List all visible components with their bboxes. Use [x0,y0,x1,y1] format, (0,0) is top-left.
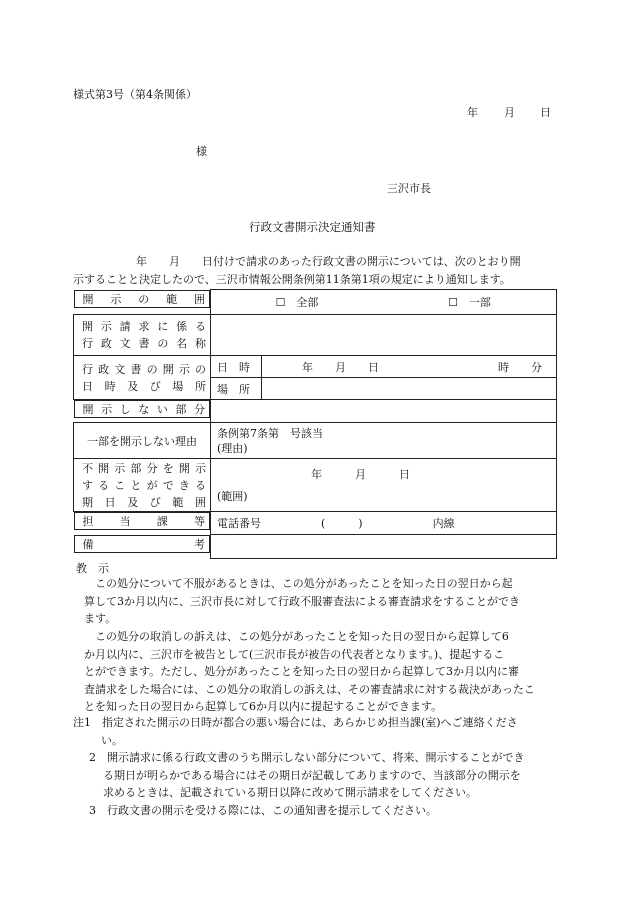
datetime-value[interactable] [262,356,557,378]
request-label-1: 開 示 請 求 に 係 る [82,320,206,333]
reason-value-1: 条例第7条第 号該当 [217,426,323,440]
contact-ext: 内線 [432,517,455,530]
scope-all-option[interactable]: ☐ 全部 [275,296,319,309]
row-undisclosed [74,400,557,423]
notes [73,714,563,819]
note-3-line-1: 3 行政文書の開示を受ける際には、この通知書を提示してください。 [89,803,437,817]
instruction-paragraph-2: この処分の取消しの訴えは、この処分があったことを知った日の翌日から起算して6 か月以内に、三沢市を被告として(三沢市長が被告の代表者となります。)、提起するこ とができます。ただし、処分があったことを知った日の翌日から起算して3か月以内に審 査請求をした場合には、この処分の取消しの訴えは、その審査請求に対する裁決があったこ とを知った日の翌日から起算して6か月以内に提起することができます。 [84,630,535,713]
remarks-label: 備 考 [74,535,211,553]
date-month: 月 [504,106,515,119]
future-label [74,459,211,512]
contact-value[interactable] [211,512,557,535]
row-contact [74,512,557,535]
row-reason [74,423,557,459]
instruction-heading: 教 示 [76,562,109,575]
datetime-time: 時 分 [498,360,542,374]
reason-value[interactable] [211,423,557,459]
note-2-line-2: る期日が明らかである場合にはその期日が記載してありますので、当該部分の開示を [103,768,521,782]
note-1-line-1: 注1 指定された開示の日時が都合の悪い場合には、あらかじめ担当課(室)へご連絡くださ [73,716,518,729]
datetime-label-1: 行 政 文 書 の 開 示 の [82,362,206,376]
intro-line-2: 示することと決定したので、三沢市情報公開条例第11条第1項の規定により通知します。 [73,273,511,286]
place-sub-label: 場 所 [211,378,262,400]
intro-line-1: 年 月 日付けで請求のあった行政文書の開示については、次のとおり開 [136,255,521,268]
scope-options [211,290,557,315]
reason-value-2: (理由) [217,441,248,455]
request-label [74,315,211,356]
remarks-value[interactable] [211,535,557,559]
place-value[interactable] [262,378,557,400]
note-2-line-3: 求めるときは、記載されている期日以降に改めて開示請求をしてください。 [103,786,477,799]
contact-paren: ( ) [321,517,363,530]
document-title: 行政文書開示決定通知書 [249,220,376,234]
datetime-label-2: 日 時 及 び 場 所 [82,379,206,393]
future-date: 年 月 日 [311,467,410,481]
future-label-1: 不 開 示 部 分 を 開 示 [82,461,206,475]
row-remarks [74,535,557,559]
issuer-name: 三沢市長 [387,182,431,195]
contact-tel: 電話番号 [217,517,261,530]
datetime-date: 年 月 日 [302,360,379,374]
row-scope [74,290,557,315]
datetime-label [74,356,211,400]
datetime-sub-label: 日 時 [211,356,262,378]
future-scope: (範囲) [217,489,248,503]
undisclosed-value[interactable] [211,400,557,423]
note-1-line-2: い。 [101,733,123,747]
future-value[interactable] [211,459,557,512]
row-future [74,459,557,512]
row-datetime [74,356,557,378]
scope-label: 開 示 の 範 囲 [74,290,211,308]
request-label-2: 行 政 文 書 の 名 称 [82,337,206,350]
instruction-paragraph-1: この処分について不服があるときは、この処分があったことを知った日の翌日から起 算して3か月以内に、三沢市長に対して行政不服審査法による審査請求をすることができ ます。 [84,577,520,625]
reason-label: 一部を開示しない理由 [74,423,211,459]
date-year: 年 [467,106,478,119]
row-request [74,315,557,356]
contact-label: 担 当 課 等 [74,512,211,530]
request-value[interactable] [211,315,557,356]
undisclosed-label: 開 示 し な い 部 分 [74,400,211,418]
note-2-line-1: 2 開示請求に係る行政文書のうち開示しない部分について、将来、開示することができ [89,751,525,764]
addressee-suffix: 様 [196,145,207,158]
future-label-3: 期 日 及 び 範 囲 [82,495,206,509]
disclosure-table [73,289,557,559]
date-day: 日 [540,106,551,119]
scope-part-option[interactable]: ☐ 一部 [448,296,491,309]
future-label-2: す る こ と が で き る [82,478,206,492]
form-number: 様式第3号（第4条関係） [73,88,197,101]
